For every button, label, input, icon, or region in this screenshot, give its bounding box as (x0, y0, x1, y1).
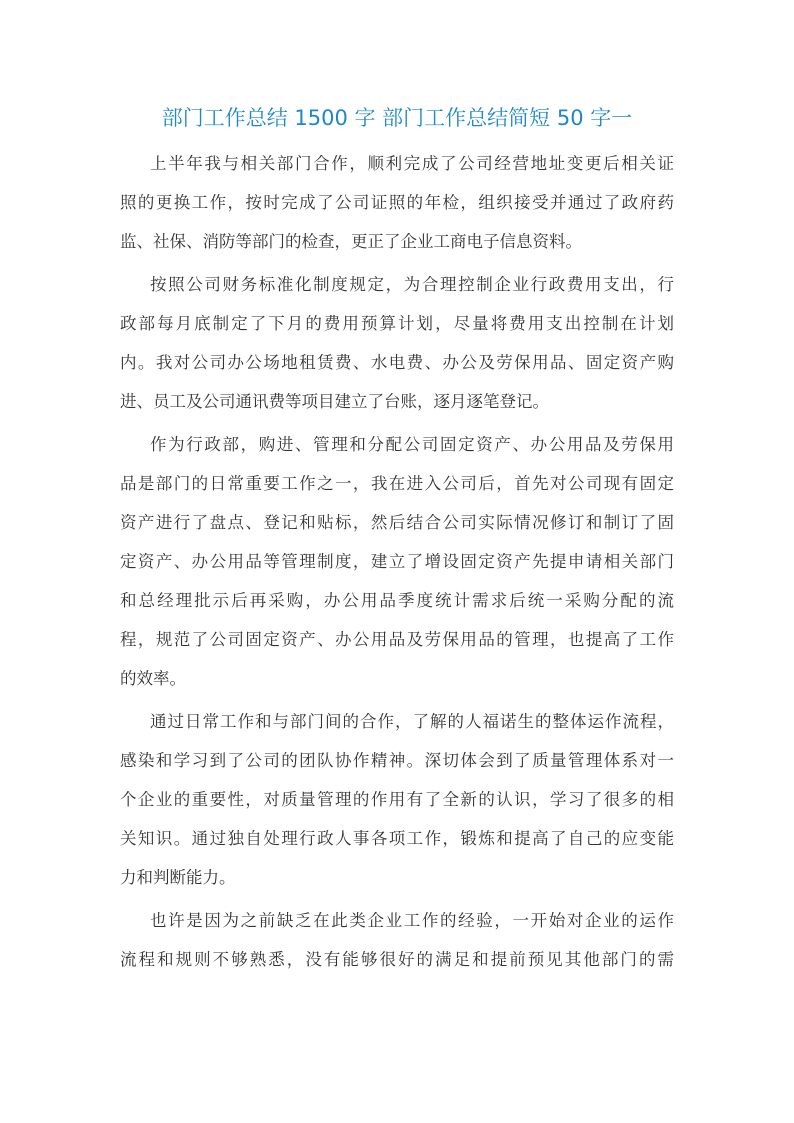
paragraph-line: 品是部门的日常重要工作之一，我在进入公司后，首先对公司现有固定 (120, 474, 674, 493)
paragraph-line: 力和判断能力。 (120, 868, 236, 887)
paragraph-line: 通过日常工作和与部门间的合作，了解的人福诺生的整体运作流程， (150, 712, 674, 731)
paragraph-line: 也许是因为之前缺乏在此类企业工作的经验，一开始对企业的运作 (150, 911, 674, 930)
paragraph-line: 程，规范了公司固定资产、办公用品及劳保用品的管理，也提高了工作 (120, 630, 674, 649)
paragraph (120, 901, 674, 979)
paragraph-line: 按照公司财务标准化制度规定，为合理控制企业行政费用支出，行 (150, 275, 674, 294)
paragraph-line: 个企业的重要性，对质量管理的作用有了全新的认识，学习了很多的相 (120, 790, 674, 809)
paragraph-line: 感染和学习到了公司的团队协作精神。深切体会到了质量管理体系对一 (120, 751, 674, 770)
paragraph-line: 监、社保、消防等部门的检查，更正了企业工商电子信息资料。 (120, 232, 582, 251)
paragraph (120, 144, 674, 261)
paragraph-line: 照的更换工作，按时完成了公司证照的年检，组织接受并通过了政府药 (120, 193, 674, 212)
paragraph-line: 上半年我与相关部门合作，顺利完成了公司经营地址变更后相关证 (150, 154, 674, 173)
paragraph-line: 定资产、办公用品等管理制度，建立了增设固定资产先提申请相关部门 (120, 552, 674, 571)
paragraph (120, 265, 674, 421)
paragraph (120, 702, 674, 897)
paragraph-line: 作为行政部，购进、管理和分配公司固定资产、办公用品及劳保用 (150, 435, 674, 454)
paragraph-line: 和总经理批示后再采购，办公用品季度统计需求后统一采购分配的流 (120, 591, 674, 610)
paragraph-line: 关知识。通过独自处理行政人事各项工作，锻炼和提高了自己的应变能 (120, 829, 674, 848)
paragraph (120, 425, 674, 698)
paragraph-line: 进、员工及公司通讯费等项目建立了台账，逐月逐笔登记。 (120, 392, 549, 411)
document-body (120, 144, 674, 983)
document-title: 部门工作总结 1500 字 部门工作总结简短 50 字一 (161, 106, 633, 130)
paragraph-line: 政部每月底制定了下月的费用预算计划，尽量将费用支出控制在计划 (120, 314, 674, 333)
paragraph-line: 资产进行了盘点、登记和贴标，然后结合公司实际情况修订和制订了固 (120, 513, 674, 532)
paragraph-line: 内。我对公司办公场地租赁费、水电费、办公及劳保用品、固定资产购 (120, 353, 674, 372)
paragraph-line: 的效率。 (120, 669, 186, 688)
paragraph-line: 流程和规则不够熟悉，没有能够很好的满足和提前预见其他部门的需 (120, 950, 674, 969)
